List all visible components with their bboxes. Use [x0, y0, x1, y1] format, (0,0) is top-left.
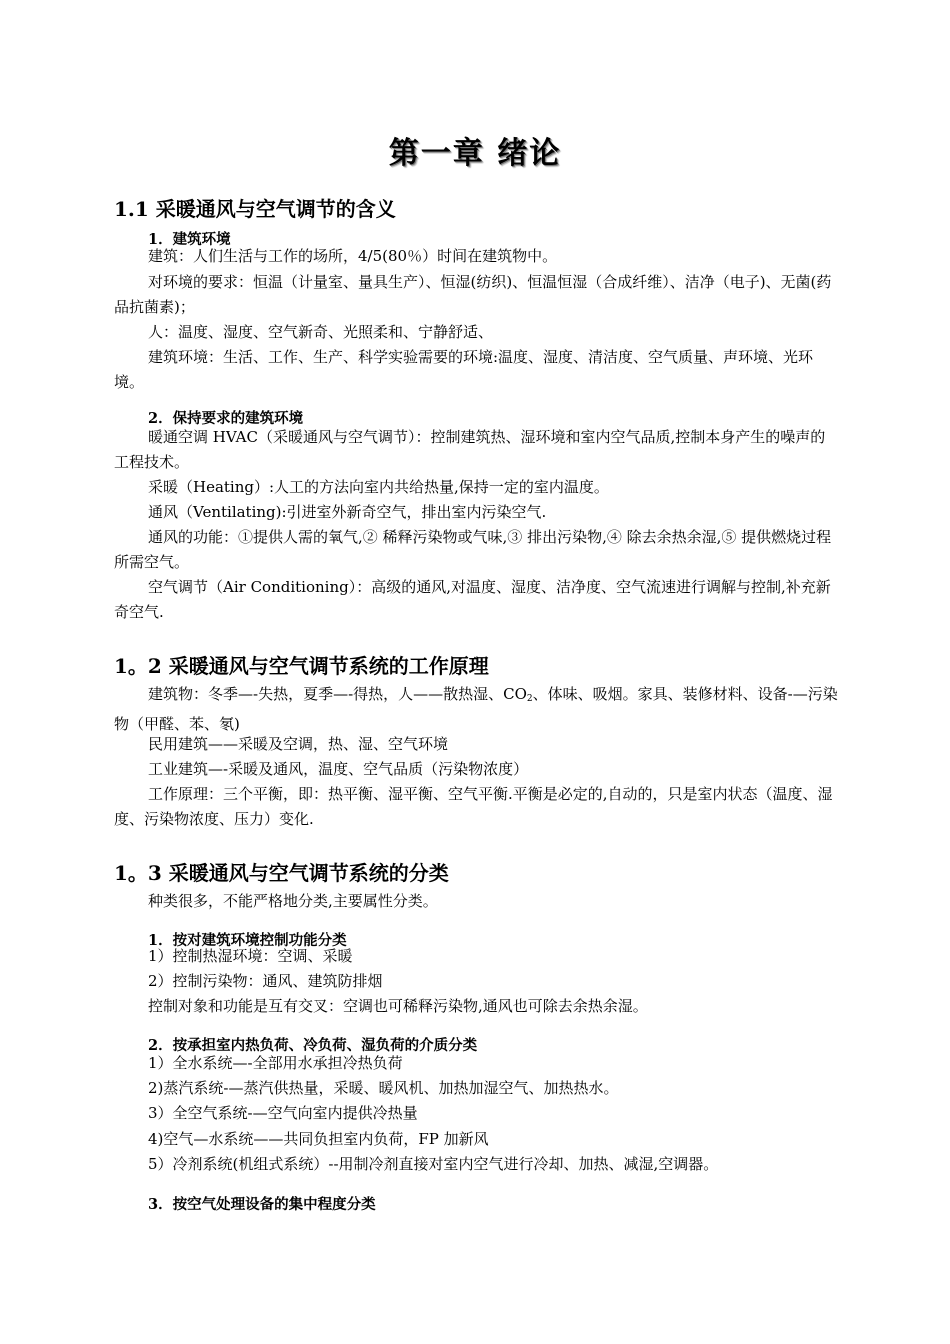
paragraph: 建筑：人们生活与工作的场所，4/5(80％）时间在建筑物中。: [148, 247, 558, 265]
list-item: 1）全水系统—-全部用水承担冷热负荷: [148, 1054, 403, 1072]
section-1-1-title: 1.1 采暖通风与空气调节的含义: [114, 197, 396, 221]
paragraph: 建筑物：冬季—-失热，夏季—-得热，人——散热湿、$CO_2$、体味、吸烟。家具、装修材料、设备-—污染物（甲醛、苯、氡): [114, 685, 838, 733]
list-item: 2)蒸汽系统-—蒸汽供热量，采暖、暖风机、加热加湿空气、加热热水。: [148, 1079, 619, 1097]
paragraph: 人：温度、湿度、空气新奇、光照柔和、宁静舒适、: [148, 323, 494, 341]
paragraph: 通风的功能：①提供人需的氧气,② 稀释污染物或气味,③ 排出污染物,④ 除去余热余湿,⑤ 提供燃烧过程所需空气。: [114, 528, 832, 571]
subsection-load-medium: 2．按承担室内热负荷、冷负荷、湿负荷的介质分类: [148, 1037, 478, 1054]
paragraph: 工业建筑—-采暖及通风，温度、空气品质（污染物浓度）: [148, 760, 529, 778]
chapter-title: 第一章 绪论: [388, 136, 562, 171]
list-item: 3）全空气系统-—空气向室内提供冷热量: [148, 1104, 418, 1122]
section-1-3-title: 1。3 采暖通风与空气调节系统的分类: [114, 861, 449, 885]
section-1-2-title: 1。2 采暖通风与空气调节系统的工作原理: [114, 654, 489, 678]
list-item: 5）冷剂系统(机组式系统）--用制冷剂直接对室内空气进行冷却、加热、减湿,空调器。: [148, 1155, 719, 1173]
paragraph: 通风（Ventilating):引进室外新奇空气，排出室内污染空气.: [148, 503, 547, 521]
subsection-required-environment: 2．保持要求的建筑环境: [148, 410, 304, 427]
paragraph: 空气调节（Air Conditioning）：高级的通风,对温度、湿度、洁净度、空气流速进行调解与控制,补充新奇空气.: [114, 578, 831, 621]
paragraph: 民用建筑——采暖及空调，热、湿、空气环境: [148, 735, 449, 753]
paragraph: 对环境的要求：恒温（计量室、量具生产）、恒湿(纺织)、恒温恒湿（合成纤维）、洁净（电子)、无菌(药品抗菌素)；: [114, 273, 832, 316]
paragraph: 种类很多，不能严格地分类,主要属性分类。: [148, 892, 438, 910]
paragraph: 工作原理：三个平衡，即：热平衡、湿平衡、空气平衡.平衡是必定的,自动的，只是室内状态（温度、湿度、污染物浓度、压力）变化.: [114, 785, 833, 828]
subsection-control-function: 1．按对建筑环境控制功能分类: [148, 932, 347, 949]
list-item: 1）控制热湿环境：空调、采暖: [148, 947, 353, 965]
paragraph: 采暖（Heating）:人工的方法向室内共给热量,保持一定的室内温度。: [148, 478, 609, 496]
paragraph: 建筑环境：生活、工作、生产、科学实验需要的环境:温度、湿度、清洁度、空气质量、声环境、光环境。: [114, 348, 814, 391]
subsection-building-environment: 1．建筑环境: [148, 231, 231, 248]
paragraph: 暖通空调 HVAC（采暖通风与空气调节）：控制建筑热、湿环境和室内空气品质,控制本身产生的噪声的工程技术。: [114, 428, 826, 471]
subsection-equipment-concentration: 3．按空气处理设备的集中程度分类: [148, 1196, 376, 1213]
list-item: 4)空气—水系统——共同负担室内负荷，FP 加新风: [148, 1130, 489, 1148]
list-item: 2）控制污染物：通风、建筑防排烟: [148, 972, 383, 990]
list-item: 控制对象和功能是互有交叉：空调也可稀释污染物,通风也可除去余热余湿。: [148, 997, 648, 1015]
